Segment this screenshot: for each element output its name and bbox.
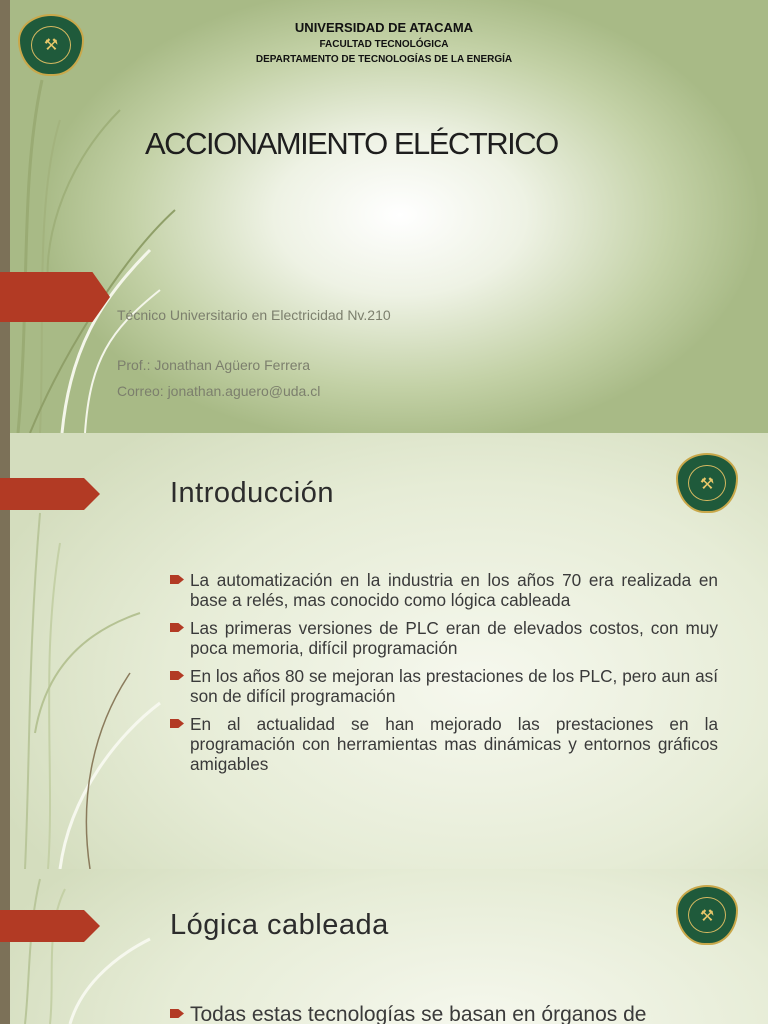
bullet-arrow-icon: [170, 1009, 184, 1018]
intro-slide: [0, 433, 768, 869]
list-item: En los años 80 se mejoran las prestaciones de los PLC, pero aun así son de difícil programación: [168, 666, 718, 706]
department-name: DEPARTAMENTO DE TECNOLOGÍAS DE LA ENERGÍA: [255, 54, 513, 65]
list-item: Todas estas tecnologías se basan en órganos de: [168, 1003, 728, 1024]
title-slide: [0, 0, 768, 433]
university-crest-icon: ⚒: [676, 885, 738, 945]
bullet-arrow-icon: [170, 719, 184, 728]
list-item: En al actualidad se han mejorado las prestaciones en la programación con herramientas mas dinámicas y entornos gráficos amigables: [168, 714, 718, 774]
accent-arrow: [0, 910, 100, 942]
accent-arrow: [0, 478, 100, 510]
bullet-arrow-icon: [170, 671, 184, 680]
bullet-arrow-icon: [170, 575, 184, 584]
university-name: UNIVERSIDAD DE ATACAMA: [294, 20, 474, 35]
program-name: Técnico Universitario en Electricidad Nv.210: [117, 307, 391, 323]
presentation-title: ACCIONAMIENTO ELÉCTRICO: [145, 126, 558, 161]
university-crest-icon: ⚒: [18, 14, 84, 76]
accent-arrow: [0, 272, 110, 322]
list-item: Las primeras versiones de PLC eran de elevados costos, con muy poca memoria, difícil programación: [168, 618, 718, 658]
bullet-arrow-icon: [170, 623, 184, 632]
side-bar: [0, 869, 10, 1024]
university-crest-icon: ⚒: [676, 453, 738, 513]
slide-title: Lógica cableada: [170, 909, 389, 941]
wired-logic-slide: [0, 869, 768, 1024]
faculty-name: FACULTAD TECNOLÓGICA: [319, 39, 449, 50]
contact-email: Correo: jonathan.aguero@uda.cl: [117, 383, 321, 399]
professor-name: Prof.: Jonathan Agüero Ferrera: [117, 357, 310, 373]
slide-title: Introducción: [170, 477, 334, 509]
side-bar: [0, 0, 10, 433]
bullet-list: [168, 1003, 728, 1024]
bullet-list: [168, 570, 718, 782]
decorative-curves: [0, 869, 768, 1024]
list-item: La automatización en la industria en los años 70 era realizada en base a relés, mas conocido como lógica cableada: [168, 570, 718, 610]
